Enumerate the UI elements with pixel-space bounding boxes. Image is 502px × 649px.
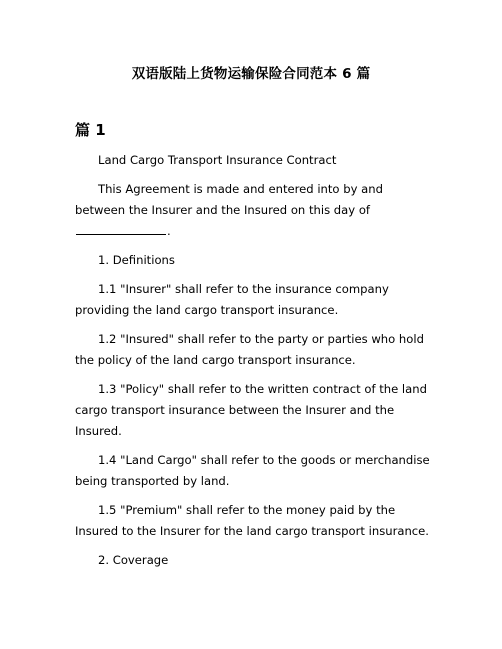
document-title: 双语版陆上货物运输保险合同范本 6 篇 <box>131 66 371 82</box>
document-body <box>75 150 434 579</box>
definition-land-cargo: 1.4 "Land Cargo" shall refer to the goods or merchandise being transported by land. <box>75 453 434 488</box>
agreement-period: . <box>167 224 171 238</box>
coverage-heading: 2. Coverage <box>98 553 169 567</box>
definitions-heading: 1. Definitions <box>98 253 175 267</box>
definition-premium: 1.5 "Premium" shall refer to the money paid by the Insured to the Insurer for the land cargo transport insurance. <box>75 503 429 538</box>
section-heading: 篇 1 <box>75 121 106 139</box>
definition-insured: 1.2 "Insured" shall refer to the party or parties who hold the policy of the land cargo transport insurance. <box>75 332 428 367</box>
agreement-paragraph <box>75 179 431 242</box>
agreement-text: This Agreement is made and entered into by and between the Insurer and the Insured on this day of <box>75 182 387 217</box>
definition-policy: 1.3 "Policy" shall refer to the written contract of the land cargo transport insurance between the Insurer and the Insured. <box>75 382 431 438</box>
contract-title-paragraph: Land Cargo Transport Insurance Contract <box>98 153 337 167</box>
date-blank-line <box>76 222 166 235</box>
definition-insurer: 1.1 "Insurer" shall refer to the insurance company providing the land cargo transport insurance. <box>75 282 393 317</box>
